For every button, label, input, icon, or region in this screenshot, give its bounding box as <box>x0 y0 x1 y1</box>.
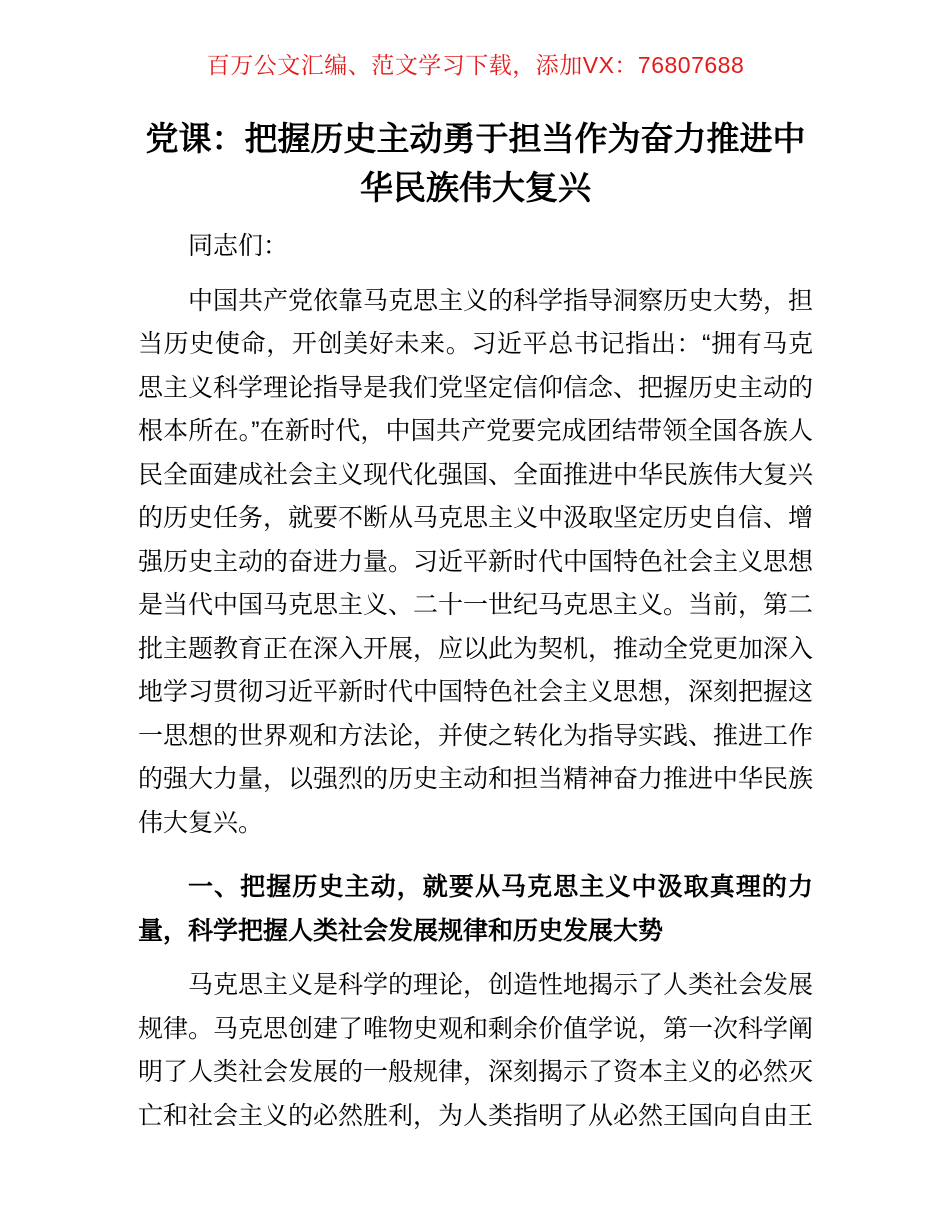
body-paragraph-2: 马克思主义是科学的理论，创造性地揭示了人类社会发展规律。马克思创建了唯物史观和剩余价值学说，第一次科学阐明了人类社会发展的一般规律，深刻揭示了资本主义的必然灭亡和社会主义的必然胜利，为人类指明了从必然王国向自由王 <box>138 971 814 1130</box>
watermark-notice: 百万公文汇编、范文学习下载，添加VX：76807688 <box>206 52 745 78</box>
document-title: 党课：把握历史主动勇于担当作为奋力推进中华民族伟大复兴 <box>145 120 806 206</box>
body-paragraph-1: 中国共产党依靠马克思主义的科学指导洞察历史大势，担当历史使命，开创美好未来。习近平总书记指出：“拥有马克思主义科学理论指导是我们党坚定信仰信念、把握历史主动的根本所在。”在新时代，中国共产党要完成团结带领全国各族人民全面建成社会主义现代化强国、全面推进中华民族伟大复兴的历史任务，就要不断从马克思主义中汲取坚定历史自信、增强历史主动的奋进力量。习近平新时代中国特色社会主义思想是当代中国马克思主义、二十一世纪马克思主义。当前，第二批主题教育正在深入开展，应以此为契机，推动全党更加深入地学习贯彻习近平新时代中国特色社会主义思想，深刻把握这一思想的世界观和方法论，并使之转化为指导实践、推进工作的强大力量，以强烈的历史主动和担当精神奋力推进中华民族伟大复兴。 <box>138 286 814 837</box>
salutation-line: 同志们： <box>188 232 289 260</box>
section-heading-1: 一、把握历史主动，就要从马克思主义中汲取真理的力量，科学把握人类社会发展规律和历史发展大势 <box>138 873 813 945</box>
